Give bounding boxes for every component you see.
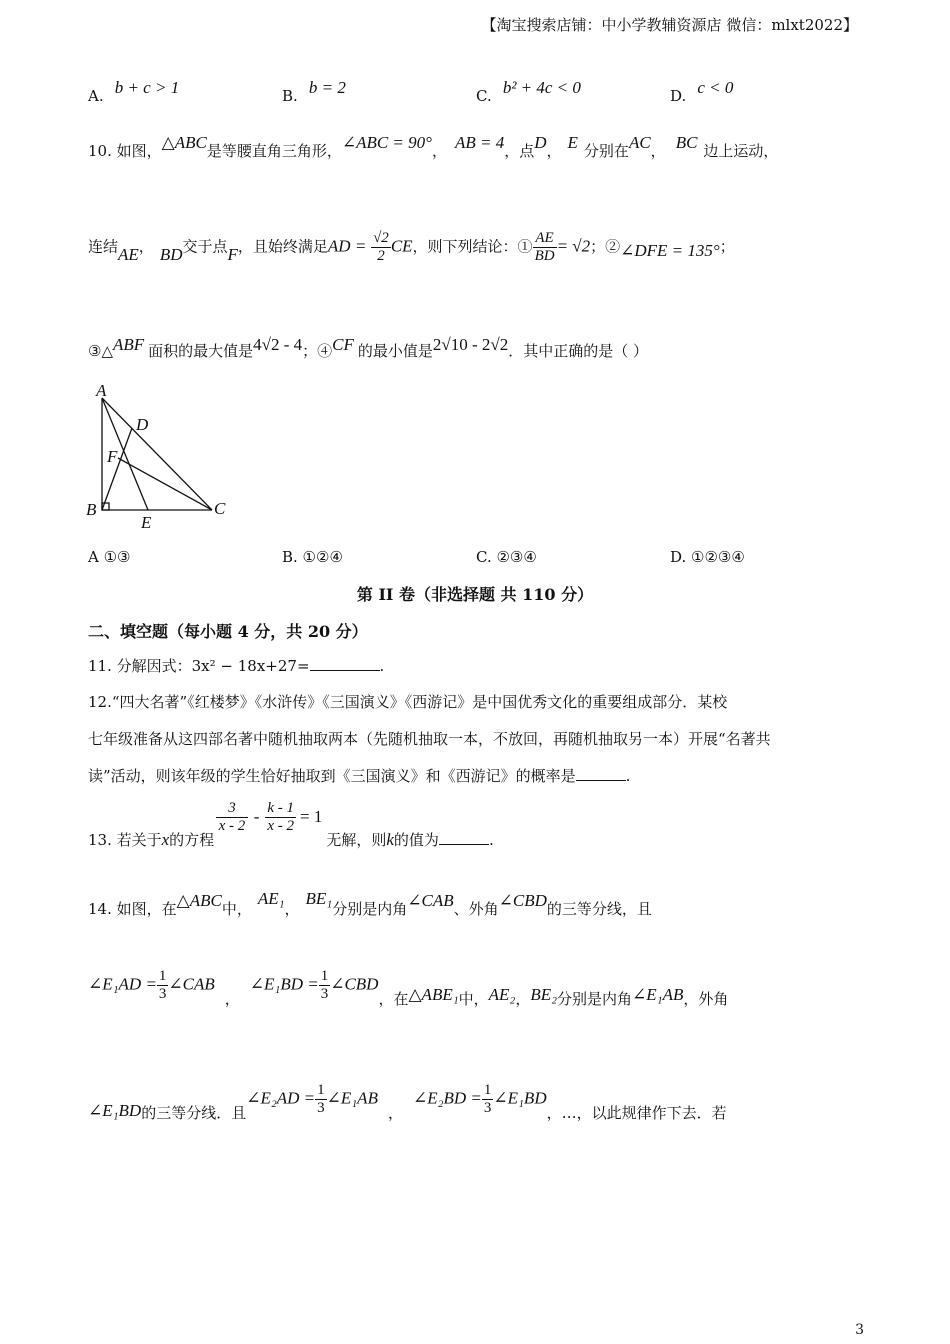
label-d: D — [136, 415, 149, 434]
q10-option-c: C. ②③④ — [476, 548, 537, 566]
q14-line2: ∠E₁AD = $\frac{1}{3}$ ∠CAB，∠E₁BD = $\frac{1}{3}$ ∠CBD，在△ABE₁中，AE₂，BE₂分别是内角∠E₁AB，外角 — [88, 968, 729, 1008]
q12-line1: 12.“四大名著”《红楼梦》《水浒传》《三国演义》《西游记》是中国优秀文化的重要组成部分．某校 — [88, 693, 728, 711]
q9-option-c: C. b² + 4c < 0 — [476, 78, 581, 105]
label-c: C — [214, 499, 226, 518]
q10-frac-root2-over-2: $\frac{√2}{2}$ — [373, 230, 389, 264]
q12-line2: 七年级准备从这四部名著中随机抽取两本（先随机抽取一本，不放回，再随机抽取另一本）开展“名著共 — [88, 730, 771, 748]
q11: 11. 分解因式：3x² − 18x+27= . — [88, 657, 385, 675]
q13-frac-2: $\frac{k - 1}{x - 2}$ — [267, 800, 295, 834]
q12-answer-blank — [576, 780, 626, 781]
q13-frac-1: $\frac{3}{x - 2}$ — [216, 800, 248, 835]
q12-line3: 读”活动，则该年级的学生恰好抽取到《三国演义》和《西游记》的概率是 . — [88, 767, 631, 785]
page-number: 3 — [855, 1322, 864, 1338]
q10-line1: 10. 如图，△ABC是等腰直角三角形，∠ABC = 90°， AB = 4，点D， E 分别在AC， BC 边上运动， — [88, 133, 779, 160]
q10-line2: 连结AE， BD交于点F，且始终满足AD = $\frac{√2}{2}$ CE，则下列结论：① $\frac{AE}{BD}$ = √2；②∠DFE = 135°； — [88, 230, 735, 264]
section-title: 第 II 卷（非选择题 共 110 分） — [356, 585, 594, 604]
q14-line1: 14. 如图，在△ABC中，AE₁，BE₁分别是内角∠CAB、外角∠CBD的三等分线，且 — [88, 889, 652, 918]
q10-option-d: D. ①②③④ — [670, 548, 745, 566]
q10-line3: ③△ABF 面积的最大值是4√2 - 4；④CF 的最小值是2√10 - 2√2．其中正确的是（ ） — [88, 335, 649, 360]
q11-answer-blank — [310, 670, 380, 671]
segment-bd — [102, 428, 132, 510]
segment-ac — [102, 398, 212, 510]
q10-option-a: A ①③ — [88, 548, 131, 566]
q9-option-b: B. b = 2 — [282, 78, 346, 105]
part2-heading: 二、填空题（每小题 4 分，共 20 分） — [88, 622, 368, 641]
q10-option-b: B. ①②④ — [282, 548, 343, 566]
label-a: A — [96, 381, 107, 400]
q9-option-a: A. b + c > 1 — [88, 78, 180, 105]
label-e: E — [141, 513, 152, 530]
q9-option-d: D. c < 0 — [670, 78, 734, 105]
segment-fc — [118, 458, 212, 510]
q10-frac-ae-over-bd: $\frac{AE}{BD}$ — [534, 230, 555, 264]
page-header: 【淘宝搜索店铺：中小学教辅资源店 微信：mlxt2022】 — [481, 16, 858, 34]
q14-line3: ∠E₁BD的三等分线．且∠E₂AD = $\frac{1}{3}$ ∠E₁AB，∠E₂BD = $\frac{1}{3}$ ∠E₁BD，…，以此规律作下去．若 — [88, 1082, 727, 1122]
q13-answer-blank — [439, 844, 489, 845]
label-f: F — [107, 447, 118, 466]
label-b: B — [86, 500, 97, 519]
q13: 13. 若关于x的方程 $\frac{3}{x - 2}$ - $\frac{k - 1}{x - 2}$ = 1无解，则k的值为 . — [88, 800, 494, 849]
triangle-figure — [80, 380, 240, 530]
